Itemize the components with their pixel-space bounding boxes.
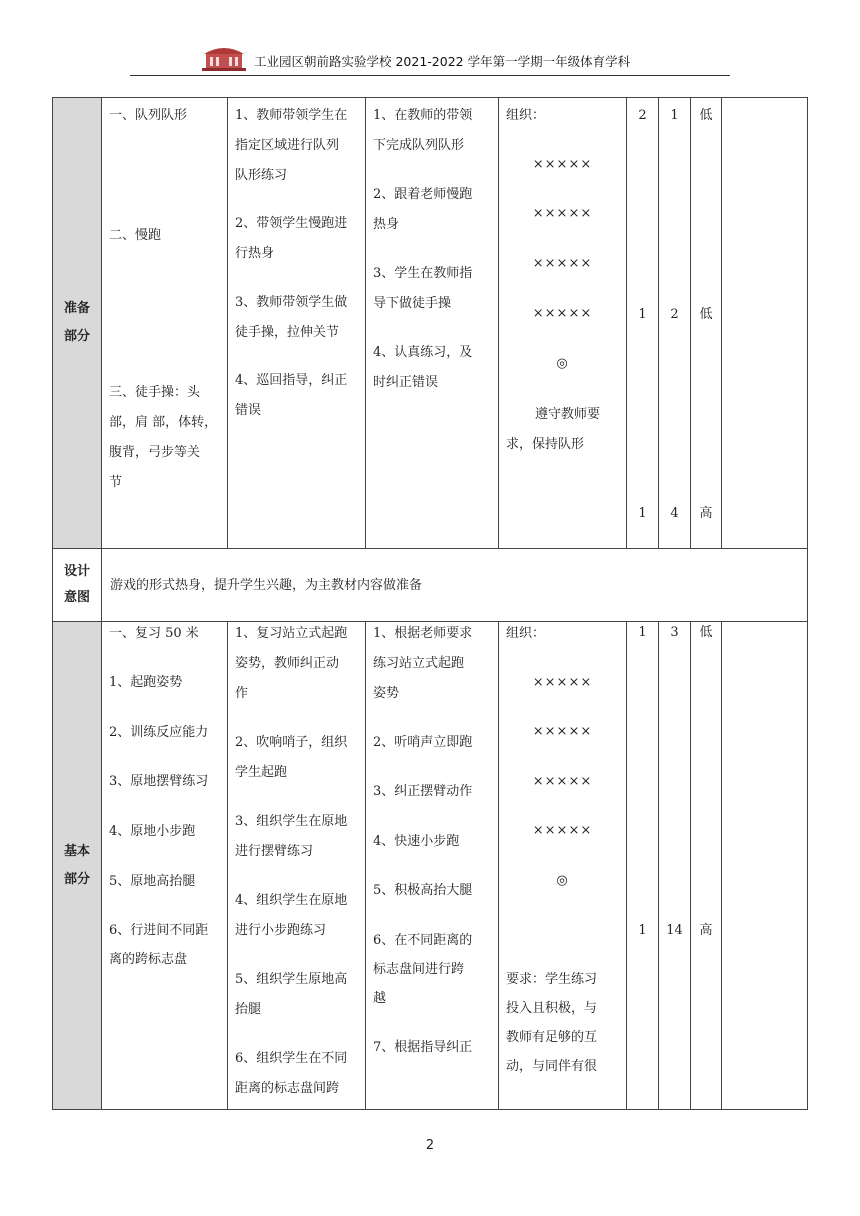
prep-times-cell	[627, 98, 659, 549]
basic-org-req: 教师有足够的互	[506, 1030, 598, 1045]
prep-student-cell	[366, 98, 499, 549]
teacher-position-icon: ◎	[556, 873, 569, 888]
prep-teacher-line: 行热身	[235, 246, 275, 261]
basic-teacher-cell	[228, 622, 366, 1110]
basic-org-cell	[499, 622, 627, 1110]
prep-teacher-line: 队形练习	[235, 168, 288, 183]
prep-content-item: 一、队列队形	[109, 108, 188, 123]
prep-student-line: 3、学生在教师指	[373, 266, 473, 281]
prep-teacher-line: 指定区域进行队列	[235, 138, 340, 153]
basic-intensity: 高	[699, 923, 713, 938]
prep-student-line: 下完成队列队形	[373, 138, 465, 153]
formation-row: ×××××	[532, 675, 593, 690]
prep-content-item: 腹背，弓步等关	[109, 445, 201, 460]
prep-student-line: 热身	[373, 217, 400, 232]
basic-teacher-line: 进行摆臂练习	[235, 844, 314, 859]
basic-teacher-line: 3、组织学生在原地	[235, 814, 348, 829]
prep-teacher-line: 4、巡回指导，纠正	[235, 373, 348, 388]
basic-teacher-line: 4、组织学生在原地	[235, 893, 348, 908]
formation-row: ×××××	[532, 724, 593, 739]
prep-teacher-line: 1、教师带领学生在	[235, 108, 348, 123]
basic-teacher-line: 1、复习站立式起跑	[235, 626, 348, 641]
basic-content-item: 离的跨标志盘	[109, 952, 188, 967]
design-text: 游戏的形式热身，提升学生兴趣，为主教材内容做准备	[102, 549, 808, 622]
basic-content-item: 4、原地小步跑	[109, 824, 196, 839]
basic-teacher-line: 姿势，教师纠正动	[235, 656, 340, 671]
basic-teacher-line: 6、组织学生在不同	[235, 1051, 348, 1066]
basic-org-label: 组织：	[506, 626, 546, 641]
prep-times: 1	[638, 506, 647, 521]
prep-row	[53, 98, 808, 549]
design-label: 设计 意图	[63, 564, 90, 605]
formation-row: ×××××	[532, 823, 593, 838]
basic-teacher-line: 5、组织学生原地高	[235, 972, 348, 987]
formation-row: ×××××	[532, 774, 593, 789]
prep-student-line: 导下做徒手操	[373, 296, 452, 311]
prep-intensity: 低	[699, 307, 713, 322]
basic-teacher-line: 距离的标志盘间跨	[235, 1081, 340, 1096]
basic-student-line: 7、根据指导纠正	[373, 1040, 473, 1055]
formation-row: ×××××	[532, 306, 593, 321]
basic-teacher-line: 学生起跑	[235, 765, 288, 780]
basic-teacher-line: 2、吹响哨子，组织	[235, 735, 348, 750]
basic-teacher-line: 作	[235, 686, 249, 701]
basic-extra-cell	[722, 622, 808, 1110]
basic-content-cell	[102, 622, 228, 1110]
teacher-position-icon: ◎	[556, 356, 569, 371]
prep-org-req: 遵守教师要	[535, 407, 601, 422]
prep-times: 2	[638, 108, 647, 123]
design-section-label	[53, 549, 102, 622]
prep-org-label: 组织：	[506, 108, 546, 123]
basic-student-line: 姿势	[373, 686, 400, 701]
formation-row: ×××××	[532, 256, 593, 271]
formation-row: ×××××	[532, 157, 593, 172]
basic-student-line: 标志盘间进行跨	[373, 962, 465, 977]
basic-org-req: 动，与同伴有很	[506, 1059, 598, 1074]
prep-extra-cell	[722, 98, 808, 549]
basic-teacher-line: 抬腿	[235, 1002, 262, 1017]
lesson-plan-table	[52, 97, 808, 1110]
prep-intensity-cell	[691, 98, 722, 549]
prep-content-cell	[102, 98, 228, 549]
basic-duration: 3	[670, 625, 679, 640]
basic-org-req: 投入且积极，与	[506, 1001, 598, 1016]
prep-content-item: 三、徒手操：头	[109, 385, 201, 400]
basic-times: 1	[638, 923, 647, 938]
basic-duration-cell	[659, 622, 691, 1110]
prep-duration: 4	[670, 506, 679, 521]
basic-student-line: 6、在不同距离的	[373, 933, 473, 948]
prep-content-item: 节	[109, 475, 123, 490]
basic-label: 基本 部分	[63, 843, 90, 887]
prep-teacher-line: 2、带领学生慢跑进	[235, 216, 348, 231]
prep-intensity: 低	[699, 108, 713, 123]
basic-student-line: 4、快速小步跑	[373, 834, 460, 849]
basic-row	[53, 622, 808, 1110]
prep-org-req: 求，保持队形	[506, 437, 585, 452]
basic-section-label	[53, 622, 102, 1110]
basic-times: 1	[638, 625, 647, 640]
basic-student-line: 3、纠正摆臂动作	[373, 784, 473, 799]
basic-student-line: 5、积极高抬大腿	[373, 883, 473, 898]
prep-duration-cell	[659, 98, 691, 549]
prep-teacher-cell	[228, 98, 366, 549]
basic-times-cell	[627, 622, 659, 1110]
prep-student-line: 时纠正错误	[373, 375, 439, 390]
basic-student-cell	[366, 622, 499, 1110]
basic-content-item: 2、训练反应能力	[109, 725, 209, 740]
basic-content-item: 一、复习 50 米	[109, 626, 199, 641]
prep-student-line: 4、认真练习，及	[373, 345, 473, 360]
page-header	[130, 38, 730, 76]
page-number: 2	[425, 1138, 435, 1153]
basic-teacher-line: 进行小步跑练习	[235, 923, 327, 938]
header-title: 工业园区朝前路实验学校 2021-2022 学年第一学期一年级体育学科	[254, 54, 631, 69]
prep-teacher-line: 错误	[235, 403, 262, 418]
basic-intensity: 低	[699, 625, 713, 640]
prep-student-line: 1、在教师的带领	[373, 108, 473, 123]
design-row	[53, 549, 808, 622]
prep-section-label	[53, 98, 102, 549]
prep-duration: 2	[670, 307, 679, 322]
prep-student-line: 2、跟着老师慢跑	[373, 187, 473, 202]
basic-student-line: 练习站立式起跑	[373, 656, 465, 671]
basic-content-item: 6、行进间不同距	[109, 923, 209, 938]
basic-org-req: 要求：学生练习	[506, 972, 598, 987]
prep-times: 1	[638, 307, 647, 322]
basic-student-line: 1、根据老师要求	[373, 626, 473, 641]
prep-duration: 1	[670, 108, 679, 123]
prep-content-item: 二、慢跑	[109, 228, 162, 243]
prep-intensity: 高	[699, 506, 713, 521]
basic-duration: 14	[666, 923, 683, 938]
prep-teacher-line: 徒手操，拉伸关节	[235, 325, 340, 340]
prep-content-item: 部，肩 部，体转，	[109, 415, 218, 430]
prep-label: 准备 部分	[63, 301, 90, 344]
prep-teacher-line: 3、教师带领学生做	[235, 295, 348, 310]
basic-intensity-cell	[691, 622, 722, 1110]
formation-row: ×××××	[532, 206, 593, 221]
prep-org-cell	[499, 98, 627, 549]
basic-content-item: 3、原地摆臂练习	[109, 774, 209, 789]
basic-student-line: 2、听哨声立即跑	[373, 735, 473, 750]
basic-content-item: 1、起跑姿势	[109, 675, 183, 690]
basic-content-item: 5、原地高抬腿	[109, 874, 196, 889]
school-logo-icon	[198, 40, 250, 72]
basic-student-line: 越	[373, 991, 387, 1006]
